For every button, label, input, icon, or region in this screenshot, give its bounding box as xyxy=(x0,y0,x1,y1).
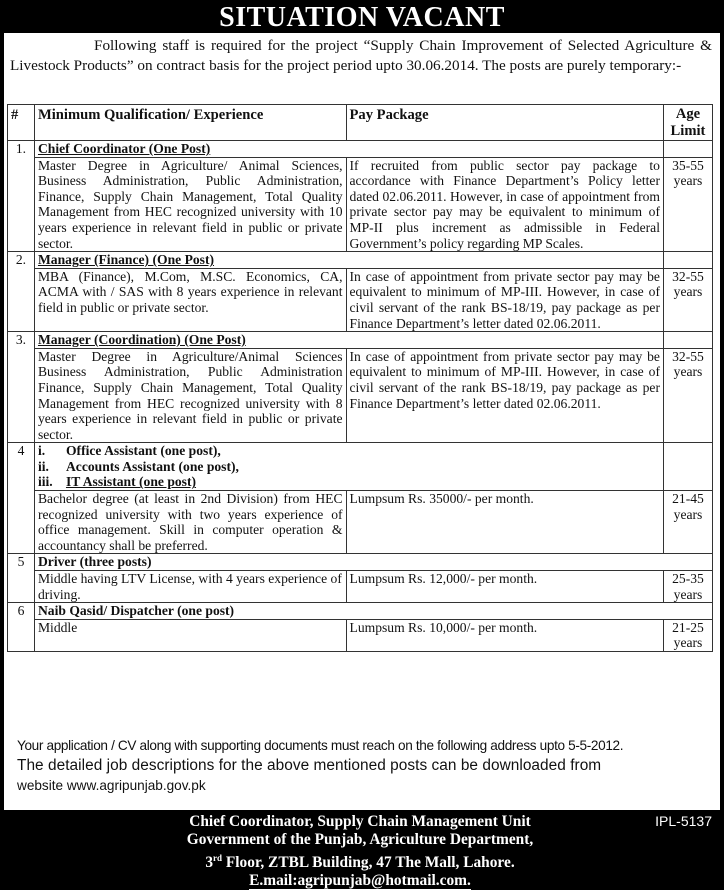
col-header-age xyxy=(663,105,712,141)
application-notes xyxy=(17,736,717,796)
address-line3 xyxy=(150,849,570,872)
post-number: 5 xyxy=(8,554,35,603)
address-line1: Chief Coordinator, Supply Chain Management Unit xyxy=(189,813,531,830)
deadline-note: Your application / CV along with supporting documents must reach on the following address upto 5-5-2012. xyxy=(17,738,624,753)
contact-email: E.mail:agripunjab@hotmail.com. xyxy=(249,872,471,890)
post-title-row xyxy=(8,554,713,571)
empty-cell xyxy=(663,443,712,491)
floor-suffix: rd xyxy=(213,853,223,863)
age-unit: years xyxy=(673,173,703,189)
table-row xyxy=(8,571,713,603)
post-title-row xyxy=(8,332,713,349)
col-header-num: # xyxy=(8,105,35,141)
age-unit: years xyxy=(673,586,703,602)
empty-cell xyxy=(663,332,712,349)
age-range: 35-55 xyxy=(672,157,704,173)
age-cell xyxy=(663,348,712,443)
post-title-row xyxy=(8,252,713,269)
age-range: 32-55 xyxy=(672,268,704,284)
table-header-row xyxy=(8,105,713,141)
col-header-qualification: Minimum Qualification/ Experience xyxy=(34,105,346,141)
post-subtitle-list xyxy=(38,443,660,490)
address-street: Floor, ZTBL Building, 47 The Mall, Lahore. xyxy=(222,854,515,872)
post-title: Chief Coordinator (One Post) xyxy=(34,141,663,158)
pay-cell: If recruited from public sector pay package to accordance with Finance Department’s Policy letter dated 02.06.2011. However, in case of appointment from private sector pay may be equivalent to minimum of MP-II plus increment as admissible in Federal Government’s policy regarding MP Scales. xyxy=(346,157,663,252)
age-cell xyxy=(663,491,712,554)
post-subtitle xyxy=(38,474,660,490)
website-note: website www.agripunjab.gov.pk xyxy=(17,778,206,793)
table-row xyxy=(8,157,713,252)
age-header-line1: Age xyxy=(675,106,701,122)
age-cell xyxy=(663,268,712,331)
col-header-pay: Pay Package xyxy=(346,105,663,141)
age-header-line2: Limit xyxy=(670,123,706,139)
roman-numeral: ii. xyxy=(37,458,49,474)
footer xyxy=(0,811,724,890)
qualification-cell: MBA (Finance), M.Com, M.SC. Economics, CA, ACMA with / SAS with 8 years experience in relevant field in public or private sector. xyxy=(34,268,346,331)
age-cell xyxy=(663,157,712,252)
post-number: 6 xyxy=(8,603,35,652)
pay-cell: Lumpsum Rs. 12,000/- per month. xyxy=(346,571,663,603)
roman-numeral: iii. xyxy=(37,474,53,490)
address-email-line xyxy=(150,872,570,890)
post-subtitle xyxy=(38,459,660,475)
subtitle-label: Office Assistant (one post), xyxy=(65,443,221,459)
age-unit: years xyxy=(673,364,703,380)
age-range: 32-55 xyxy=(672,348,704,364)
qualification-cell: Bachelor degree (at least in 2nd Division) from HEC recognized university with two years experience of office management. Skill in computer operation & accountancy shall be preferred. xyxy=(34,491,346,554)
post-title: Naib Qasid/ Dispatcher (one post) xyxy=(34,603,712,620)
advertisement-body xyxy=(4,33,720,810)
post-title: Manager (Coordination) (One Post) xyxy=(34,332,663,349)
ad-reference-code: IPL-5137 xyxy=(655,813,712,829)
age-unit: years xyxy=(673,284,703,300)
age-range: 25-35 xyxy=(672,571,704,587)
post-title-row xyxy=(8,141,713,158)
age-cell xyxy=(663,619,712,651)
age-range: 21-25 xyxy=(672,619,704,635)
qualification-cell: Master Degree in Agriculture/ Animal Sciences, Business Administration, Public Administration, Finance, Supply Chain Management, Total Quality Management from HEC recognized university with 10 years experience in relevant field in public or private sector. xyxy=(34,157,346,252)
intro-paragraph xyxy=(10,36,712,76)
age-unit: years xyxy=(673,506,703,522)
post-title-row xyxy=(8,443,713,491)
subtitle-label: IT Assistant (one post) xyxy=(65,474,197,490)
table-row xyxy=(8,348,713,443)
post-subtitles xyxy=(34,443,663,491)
intro-text: Following staff is required for the project “Supply Chain Improvement of Selected Agriculture & Livestock Products” on contract basis for the project period upto 30.06.2014. The posts are purely temporary:- xyxy=(10,37,712,74)
age-range: 21-45 xyxy=(672,491,704,507)
qualification-cell: Middle xyxy=(34,619,346,651)
table-row xyxy=(8,268,713,331)
floor-number: 3 xyxy=(205,854,214,872)
contact-address xyxy=(150,813,570,890)
post-number: 1. xyxy=(8,141,35,252)
post-number: 4 xyxy=(8,443,35,554)
subtitle-label: Accounts Assistant (one post), xyxy=(65,458,239,474)
pay-cell: In case of appointment from private sector pay may be equivalent to minimum of MP-III. However, in case of civil servant of the rank BS-18/19, pay package as per Finance Department’s letter dated 02.06.2011. xyxy=(346,348,663,443)
qualification-cell: Middle having LTV License, with 4 years experience of driving. xyxy=(34,571,346,603)
jobs-table xyxy=(7,104,713,652)
empty-cell xyxy=(663,252,712,269)
post-number: 2. xyxy=(8,252,35,332)
roman-numeral: i. xyxy=(37,443,46,459)
page-title: SITUATION VACANT xyxy=(219,2,505,33)
post-subtitle xyxy=(38,443,660,459)
table-row xyxy=(8,619,713,651)
pay-cell: Lumpsum Rs. 35000/- per month. xyxy=(346,491,663,554)
table-row xyxy=(8,491,713,554)
qualification-cell: Master Degree in Agriculture/Animal Sciences Business Administration, Public Administration Finance, Supply Chain Management, Total Quality Management from HEC recognized university with 8 years experience in relevant field in public or private sector. xyxy=(34,348,346,443)
address-line2: Government of the Punjab, Agriculture Department, xyxy=(186,831,534,848)
download-note: The detailed job descriptions for the above mentioned posts can be downloaded from xyxy=(17,757,602,774)
empty-cell xyxy=(663,141,712,158)
pay-cell: In case of appointment from private sector pay may be equivalent to minimum of MP-III. However, in case of civil servant of the rank BS-18/19, pay package as per Finance Department’s letter dated 02.06.2011. xyxy=(346,268,663,331)
age-unit: years xyxy=(673,635,703,651)
pay-cell: Lumpsum Rs. 10,000/- per month. xyxy=(346,619,663,651)
post-title-row xyxy=(8,603,713,620)
post-title: Driver (three posts) xyxy=(34,554,712,571)
post-number: 3. xyxy=(8,332,35,443)
post-title: Manager (Finance) (One Post) xyxy=(34,252,663,269)
age-cell xyxy=(663,571,712,603)
